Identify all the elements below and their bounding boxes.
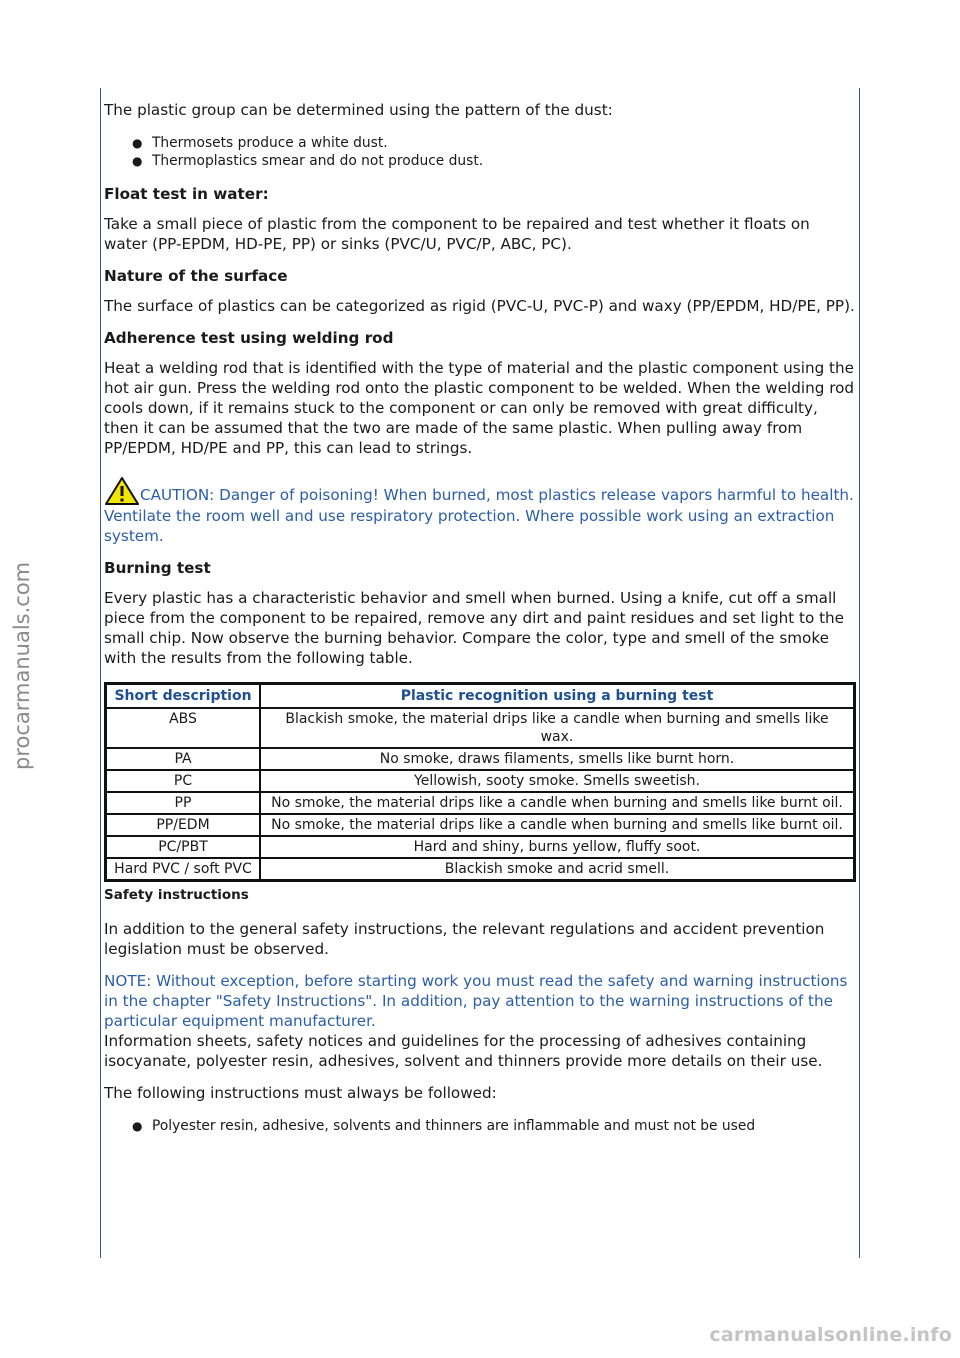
document-body [104, 100, 856, 1149]
float-test-paragraph: Take a small piece of plastic from the component to be repaired and test whether it floats on water (PP-EPDM, HD-PE, PP) or sinks (PVC/U, PVC/P, ABC, PC). [104, 215, 810, 253]
safety-list [104, 1117, 856, 1135]
table-cell-short: PP [106, 792, 261, 814]
bottom-watermark: carmanualsonline.info [709, 1324, 952, 1346]
safety-note: NOTE: Without exception, before starting work you must read the safety and warning instructions in the chapter "Safety Instructions". In addition, pay attention to the warning instructions of the particular equipment manufacturer. [104, 972, 848, 1030]
table-cell-description: No smoke, the material drips like a candle when burning and smells like burnt oil. [260, 792, 855, 814]
safety-paragraph: In addition to the general safety instructions, the relevant regulations and accident prevention legislation must be observed. [104, 920, 825, 958]
table-header-cell: Short description [106, 684, 261, 709]
side-watermark: procarmanuals.com [10, 561, 34, 770]
dust-list [104, 134, 856, 170]
adherence-paragraph: Heat a welding rod that is identified with the type of material and the plastic component using the hot air gun. Press the welding rod onto the plastic component to be welded. When the welding rod cools down, if it remains stuck to the component or can only be removed with great difficulty, then it can be assumed that the two are made of the same plastic. When pulling away from PP/EPDM, HD/PE and PP, this can lead to strings. [104, 359, 855, 457]
safety-heading: Safety instructions [104, 887, 249, 903]
left-margin-rule [100, 88, 101, 1258]
table-cell-description: Hard and shiny, burns yellow, fluffy soot. [260, 836, 855, 858]
list-item: ● Thermosets produce a white dust. [152, 134, 856, 152]
table-cell-short: Hard PVC / soft PVC [106, 858, 261, 881]
burning-test-heading: Burning test [104, 559, 211, 577]
table-cell-short: PP/EDM [106, 814, 261, 836]
float-test-heading: Float test in water: [104, 185, 269, 203]
caution-text: CAUTION: Danger of poisoning! When burned, most plastics release vapors harmful to health. Ventilate the room well and use respiratory protection. Where possible work using an extraction system. [104, 486, 854, 545]
intro-paragraph: The plastic group can be determined using the pattern of the dust: [104, 101, 613, 119]
table-header-cell: Plastic recognition using a burning test [260, 684, 855, 709]
table-cell-short: PA [106, 748, 261, 770]
burning-test-table [104, 682, 856, 882]
table-row [106, 708, 855, 748]
warning-triangle-icon [104, 476, 140, 506]
table-cell-short: PC/PBT [106, 836, 261, 858]
table-row [106, 836, 855, 858]
table-cell-short: ABS [106, 708, 261, 748]
table-header-row [106, 684, 855, 709]
table-cell-description: No smoke, the material drips like a candle when burning and smells like burnt oil. [260, 814, 855, 836]
list-item: ● Polyester resin, adhesive, solvents and thinners are inflammable and must not be used [152, 1117, 856, 1135]
right-margin-rule [859, 88, 860, 1258]
list-item: ● Thermoplastics smear and do not produce dust. [152, 152, 856, 170]
table-cell-short: PC [106, 770, 261, 792]
table-cell-description: No smoke, draws filaments, smells like burnt horn. [260, 748, 855, 770]
burning-test-paragraph: Every plastic has a characteristic behavior and smell when burned. Using a knife, cut off a small piece from the component to be repaired, remove any dirt and paint residues and set light to the small chip. Now observe the burning behavior. Compare the color, type and smell of the smoke with the results from the following table. [104, 589, 845, 667]
table-cell-description: Blackish smoke, the material drips like a candle when burning and smells like wax. [260, 708, 855, 748]
surface-paragraph: The surface of plastics can be categorized as rigid (PVC-U, PVC-P) and waxy (PP/EPDM, HD/PE, PP). [104, 297, 855, 315]
table-row [106, 858, 855, 881]
table-cell-description: Blackish smoke and acrid smell. [260, 858, 855, 881]
follow-paragraph: The following instructions must always be followed: [104, 1084, 497, 1102]
table-row [106, 748, 855, 770]
adherence-heading: Adherence test using welding rod [104, 329, 394, 347]
surface-heading: Nature of the surface [104, 267, 288, 285]
table-row [106, 770, 855, 792]
table-row [106, 792, 855, 814]
table-cell-description: Yellowish, sooty smoke. Smells sweetish. [260, 770, 855, 792]
table-row [106, 814, 855, 836]
caution-note [104, 476, 856, 546]
info-paragraph: Information sheets, safety notices and guidelines for the processing of adhesives containing isocyanate, polyester resin, adhesives, solvent and thinners provide more details on their use. [104, 1032, 823, 1070]
